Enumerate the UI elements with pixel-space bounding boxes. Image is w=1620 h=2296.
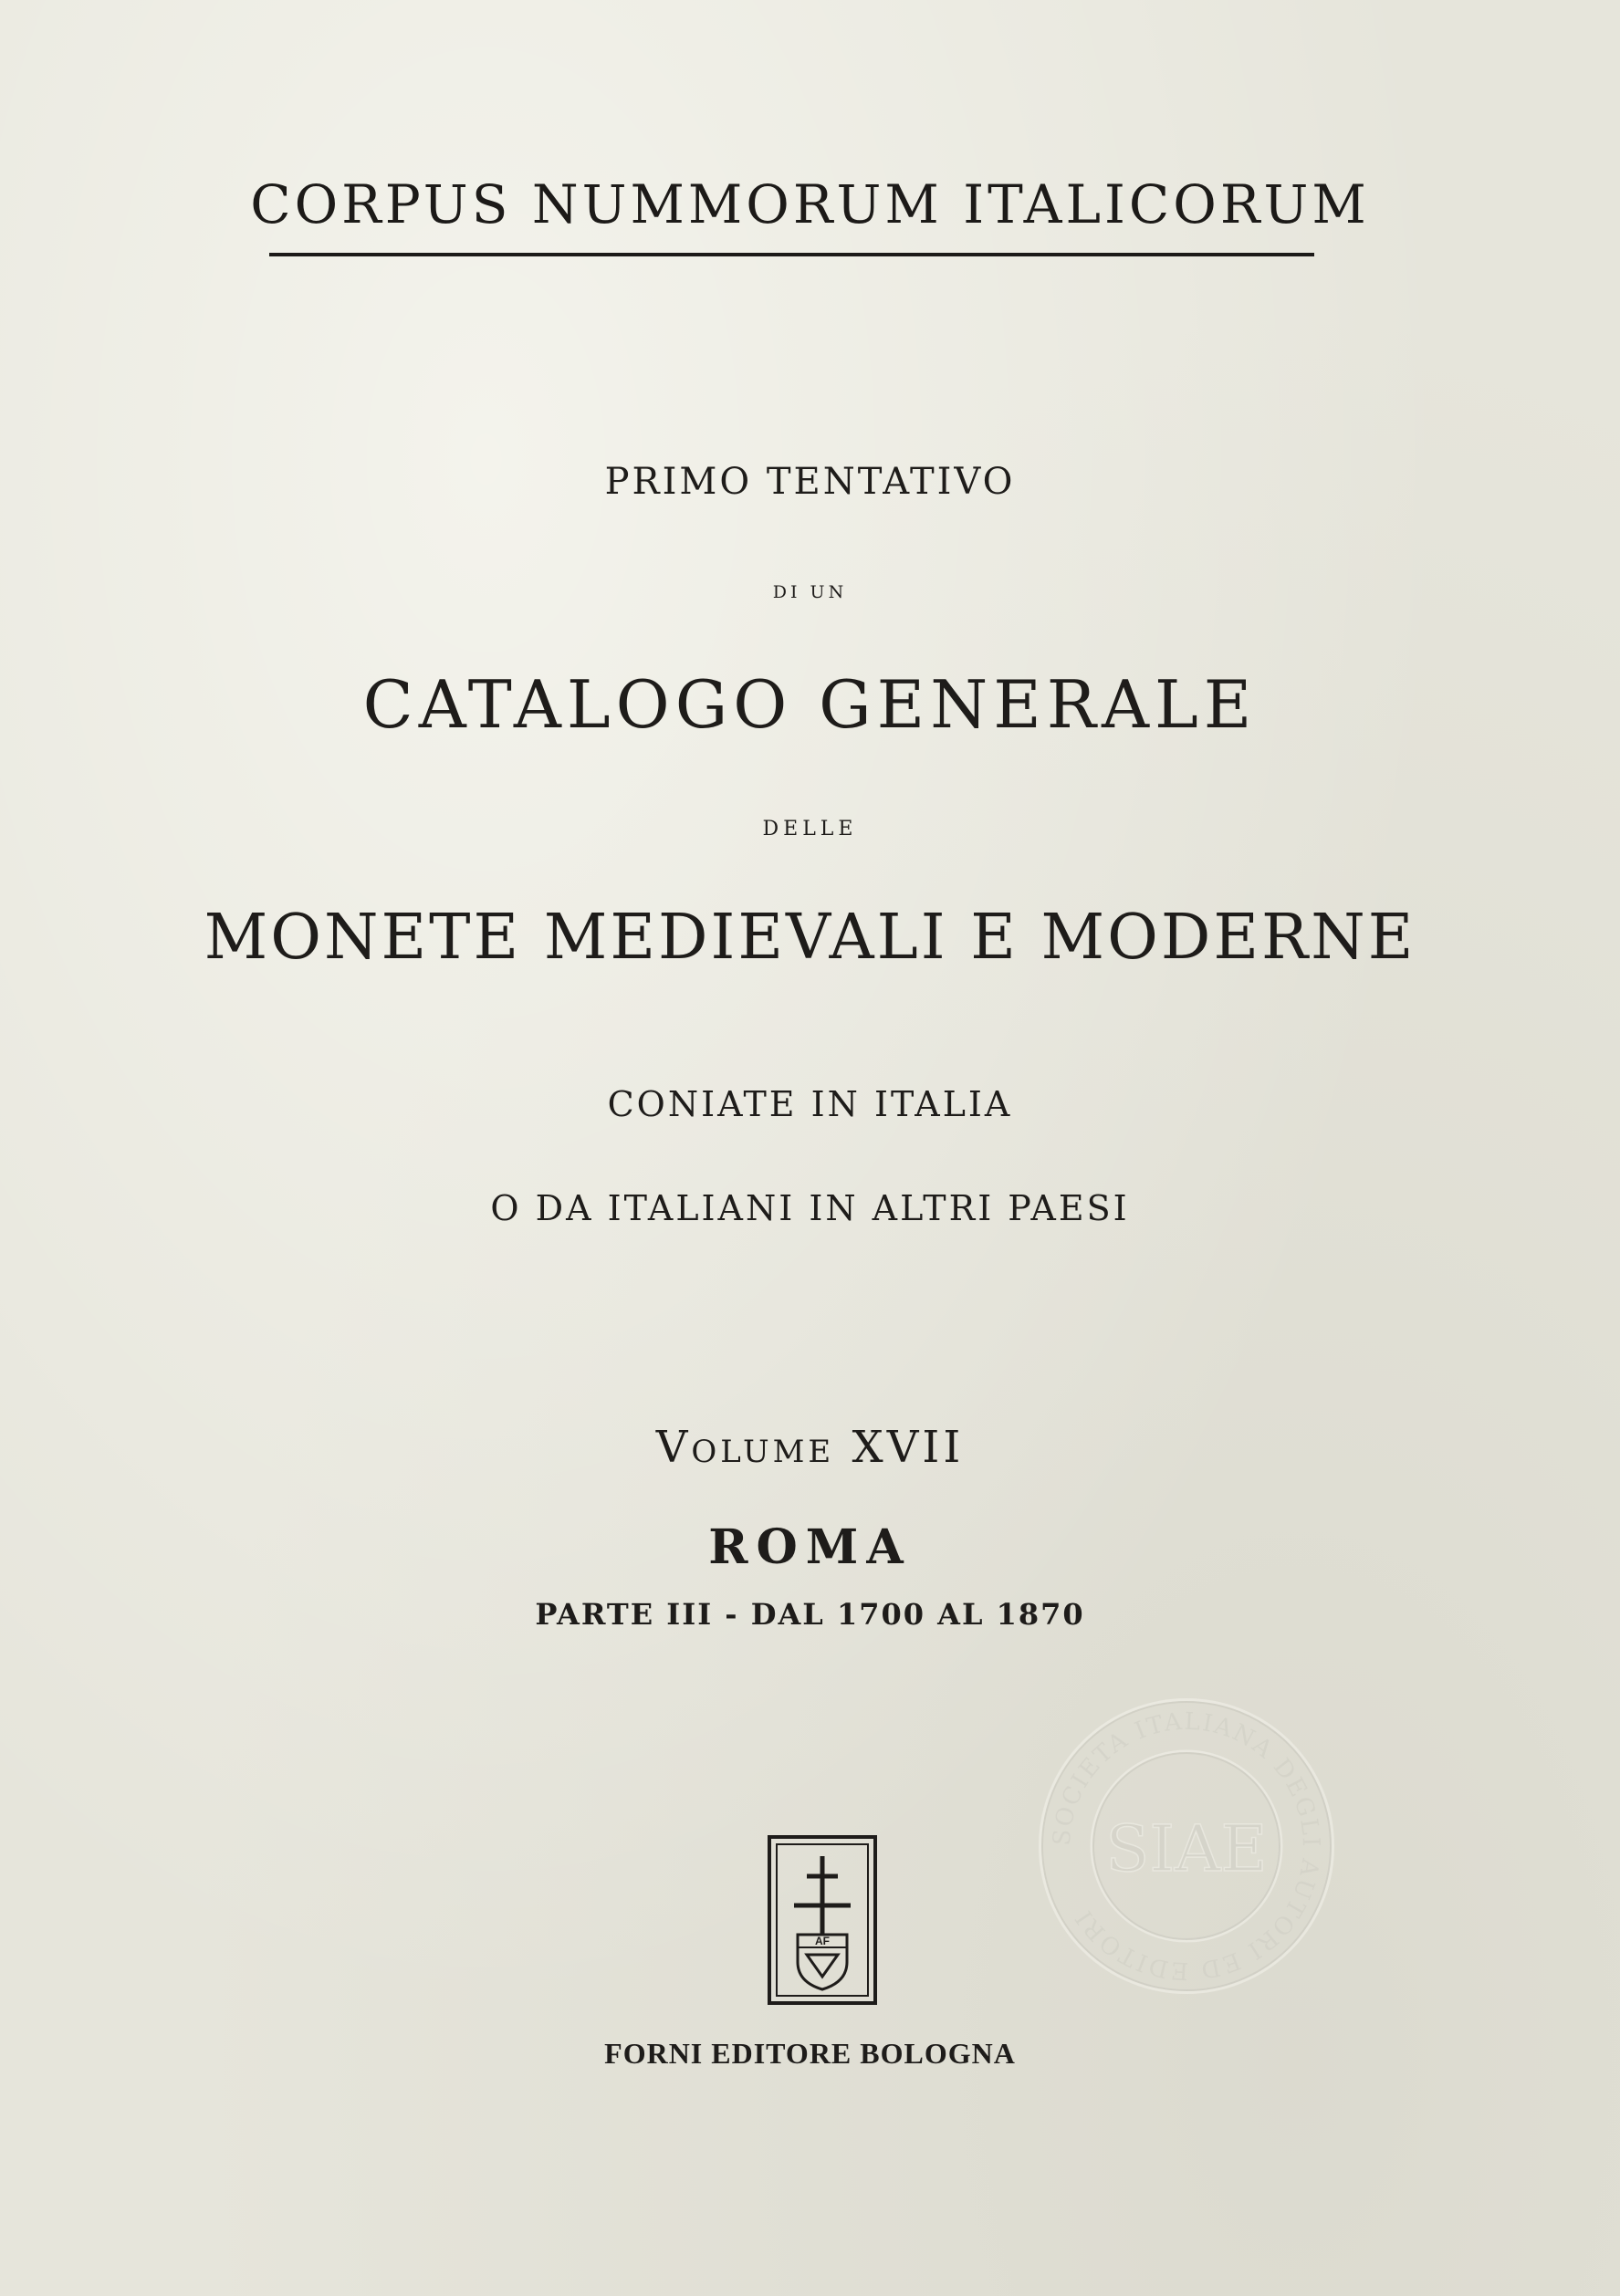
volume-word-rest: OLUME — [691, 1434, 835, 1470]
embossed-seal-icon — [1036, 1696, 1337, 1997]
part-subtitle: PARTE III - DAL 1700 AL 1870 — [535, 1597, 1085, 1632]
subtitle-line-1: PRIMO TENTATIVO — [604, 461, 1016, 503]
main-title-line-1: CATALOGO GENERALE — [362, 666, 1258, 743]
scope-line-2: O DA ITALIANI IN ALTRI PAESI — [490, 1188, 1130, 1228]
cross-emblem-icon — [767, 1834, 878, 2006]
main-title-line-2: MONETE MEDIEVALI E MODERNE — [204, 902, 1416, 974]
emblem-initials: AF — [815, 1935, 830, 1947]
seal-ring-text: SOCIETA ITALIANA DEGLI AUTORI ED EDITORI — [1048, 1707, 1325, 1985]
city-title: ROMA — [708, 1519, 912, 1575]
seal-monogram: SIAE — [1105, 1811, 1268, 1886]
volume-word-initial: V — [655, 1422, 692, 1473]
subtitle-line-2: DI UN — [772, 582, 848, 602]
series-title: CORPUS NUMMORUM ITALICORUM — [250, 173, 1370, 235]
volume-number: XVII — [852, 1422, 965, 1473]
series-title-underline — [269, 253, 1314, 256]
volume-label — [0, 1422, 1620, 1473]
publisher-name: FORNI EDITORE BOLOGNA — [604, 2037, 1016, 2070]
title-connector: DELLE — [762, 818, 858, 840]
scope-line-1: CONIATE IN ITALIA — [607, 1084, 1013, 1124]
